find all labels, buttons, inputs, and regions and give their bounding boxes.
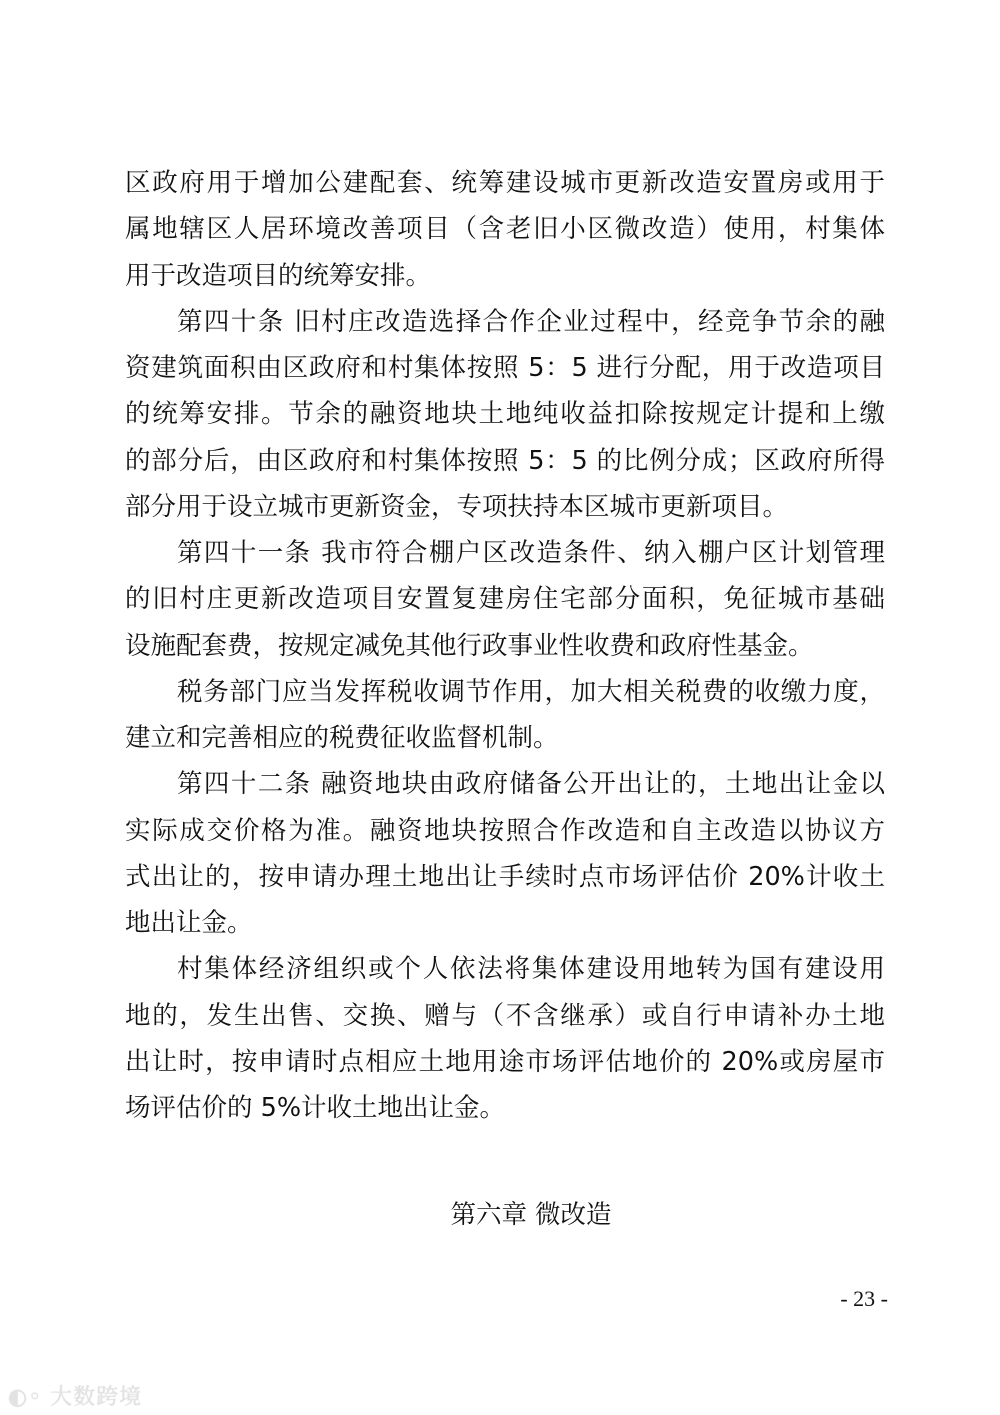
- text-line: 属地辖区人居环境改善项目（含老旧小区微改造）使用，村集体: [125, 214, 885, 245]
- page-number: - 23 -: [840, 1286, 888, 1311]
- text-line: 的统筹安排。节余的融资地块土地纯收益扣除按规定计提和上缴: [125, 399, 885, 430]
- text-line: 的部分后，由区政府和村集体按照 5：5 的比例分成；区政府所得: [125, 445, 885, 476]
- text-line: 的旧村庄更新改造项目安置复建房住宅部分面积，免征城市基础: [125, 584, 885, 615]
- text-line: 设施配套费，按规定减免其他行政事业性收费和政府性基金。: [125, 630, 814, 661]
- text-line: 实际成交价格为准。融资地块按照合作改造和自主改造以协议方: [125, 815, 885, 846]
- text-line: 用于改造项目的统筹安排。: [125, 260, 432, 291]
- text-line: 第四十一条 我市符合棚户区改造条件、纳入棚户区计划管理: [177, 538, 885, 568]
- text-line: 地出让金。: [125, 908, 253, 938]
- text-line: 场评估价的 5%计收土地出让金。: [125, 1093, 506, 1123]
- text-line: 资建筑面积由区政府和村集体按照 5：5 进行分配，用于改造项目: [125, 353, 885, 383]
- text-line: 出让时，按申请时点相应土地用途市场评估地价的 20%或房屋市: [125, 1046, 885, 1077]
- chapter-heading: 第六章 微改造: [450, 1200, 612, 1230]
- document-body: [125, 160, 885, 1131]
- text-line: 地的，发生出售、交换、赠与（不含继承）或自行申请补办土地: [125, 1000, 885, 1031]
- text-line: 区政府用于增加公建配套、统筹建设城市更新改造安置房或用于: [125, 168, 885, 198]
- text-line: 部分用于设立城市更新资金，专项扶持本区城市更新项目。: [125, 491, 789, 522]
- watermark-text: 大数跨境: [50, 1385, 143, 1410]
- text-line: 村集体经济组织或个人依法将集体建设用地转为国有建设用: [177, 954, 885, 985]
- text-line: 式出让的，按申请办理土地出让手续时点市场评估价 20%计收土: [125, 861, 885, 892]
- text-line: 税务部门应当发挥税收调节作用，加大相关税费的收缴力度，: [177, 676, 885, 707]
- text-line: 建立和完善相应的税费征收监督机制。: [125, 723, 559, 753]
- watermark-logo: ◐◦ 大数跨境: [8, 1385, 143, 1410]
- text-line: 第四十二条 融资地块由政府储备公开出让的，土地出让金以: [177, 769, 885, 800]
- text-line: 第四十条 旧村庄改造选择合作企业过程中，经竞争节余的融: [177, 306, 885, 337]
